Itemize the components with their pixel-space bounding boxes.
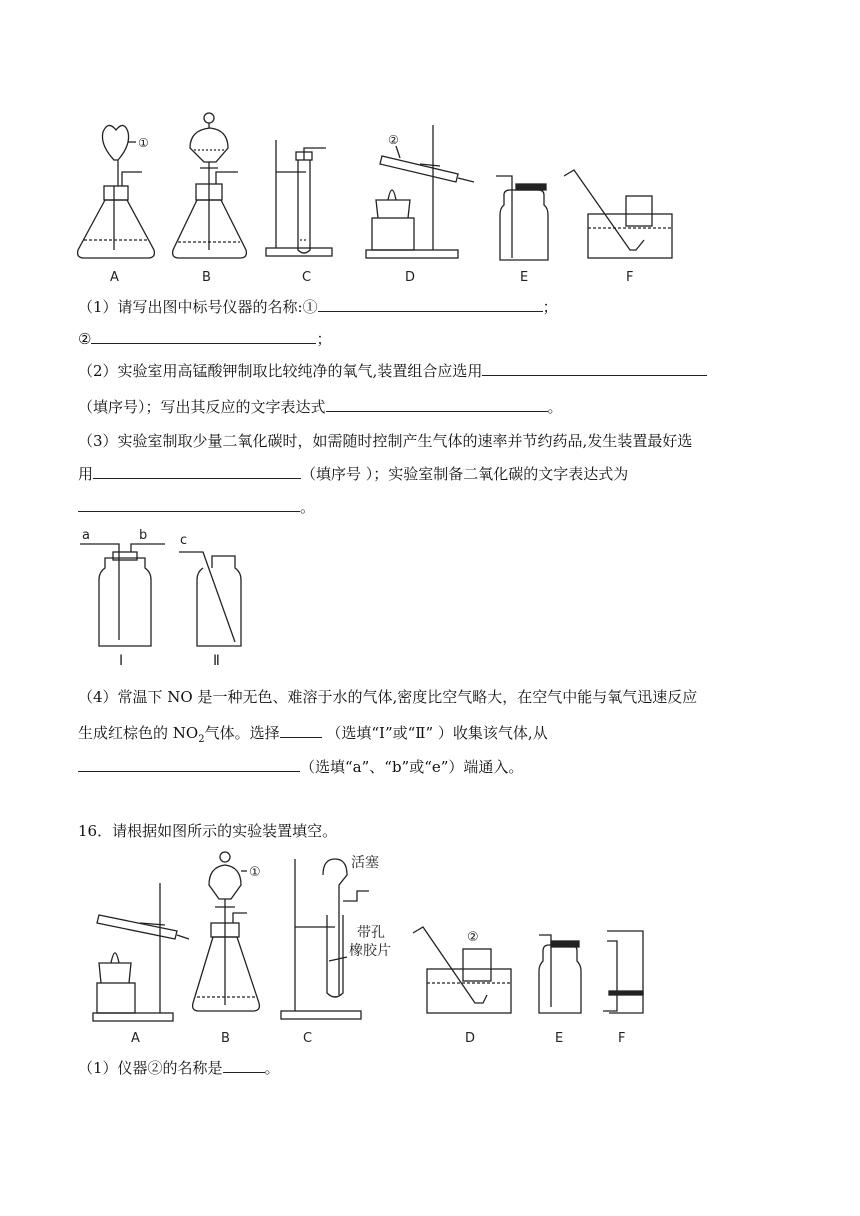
q16-line-1 xyxy=(78,1057,280,1078)
stopcock-label: 活塞 xyxy=(351,855,379,871)
q15-l2-suffix: ； xyxy=(316,330,332,348)
marker-1: ① xyxy=(138,136,149,150)
apparatus-e xyxy=(496,176,548,260)
q16-marker-2: ② xyxy=(467,930,479,945)
q15-line-3 xyxy=(78,360,707,381)
q16-label-f: F xyxy=(618,1031,626,1046)
apparatus-d xyxy=(366,125,474,258)
q15-line-1 xyxy=(78,296,558,317)
answer-blank-bottle-choice[interactable] xyxy=(280,722,322,738)
marker-2: ② xyxy=(388,133,399,147)
bottle-2 xyxy=(179,533,241,669)
q15-line-2 xyxy=(78,328,331,349)
q16-label-a: A xyxy=(131,1031,140,1046)
q15-l1-prefix: （1）请写出图中标号仪器的名称:① xyxy=(78,298,318,316)
q15-l8: （4）常温下 NO 是一种无色、难溶于水的气体,密度比空气略大，在空气中能与氧气迅速反应 xyxy=(78,688,698,706)
q15-l2-prefix: ② xyxy=(78,330,92,348)
bottle-2-label: Ⅱ xyxy=(213,653,220,669)
answer-blank-instrument-2[interactable] xyxy=(91,328,316,344)
apparatus-figure-2 xyxy=(75,528,275,673)
q16-l1-b: 。 xyxy=(264,1059,280,1077)
q15-l10-b: （选填“a”、“b”或“e”）端通入。 xyxy=(300,758,524,776)
answer-blank-generator[interactable] xyxy=(93,463,301,479)
q15-line-8 xyxy=(78,687,697,707)
answer-blank-word-equation-2[interactable] xyxy=(78,496,300,512)
label-d: D xyxy=(405,270,416,285)
q15-l9-c: （选填“Ⅰ”或“Ⅱ” ）收集该气体,从 xyxy=(321,724,548,742)
port-c-label: c xyxy=(180,533,188,548)
q15-line-5 xyxy=(78,431,692,451)
q16-label-b: B xyxy=(221,1031,230,1046)
apparatus-figure-3 xyxy=(85,845,665,1050)
port-a-label: a xyxy=(82,528,90,543)
q15-line-10 xyxy=(78,756,523,777)
q16-label-c: C xyxy=(303,1031,313,1046)
q16-apparatus-a xyxy=(93,883,189,1021)
label-a: A xyxy=(110,270,119,285)
q16-apparatus-c xyxy=(281,855,391,1019)
apparatus-b xyxy=(173,113,247,258)
q15-line-4 xyxy=(78,396,563,417)
answer-blank-apparatus-combo[interactable] xyxy=(482,360,707,376)
q16-label-d: D xyxy=(465,1031,476,1046)
label-f: F xyxy=(626,270,634,285)
apparatus-figure-1 xyxy=(70,100,690,285)
apparatus-f xyxy=(564,170,672,258)
q15-line-7 xyxy=(78,496,315,517)
answer-blank-instrument-2-name[interactable] xyxy=(223,1057,265,1073)
bottle-1 xyxy=(80,528,165,669)
q16-label-e: E xyxy=(555,1031,564,1046)
q16-apparatus-b xyxy=(193,852,261,1011)
label-b: B xyxy=(202,270,211,285)
q15-l9-b: 气体。选择 xyxy=(204,724,280,742)
q16-apparatus-d xyxy=(413,927,511,1013)
q16-apparatus-f xyxy=(603,931,643,1013)
q15-l6-a: 用 xyxy=(78,465,94,483)
apparatus-a xyxy=(78,125,155,258)
rubber-sheet-label: 橡胶片 xyxy=(349,943,391,959)
q16-title: 16．请根据如图所示的实验装置填空。 xyxy=(78,822,338,840)
q15-line-9 xyxy=(78,722,548,750)
answer-blank-inlet-choice[interactable] xyxy=(78,756,300,772)
q15-l7-b: 。 xyxy=(300,498,316,516)
q15-l3-prefix: （2）实验室用高锰酸钾制取比较纯净的氧气,装置组合应选用 xyxy=(78,362,483,380)
q15-l1-suffix: ； xyxy=(542,298,558,316)
q15-l4-a: （填序号）；写出其反应的文字表达式 xyxy=(78,398,326,416)
answer-blank-word-equation-1[interactable] xyxy=(326,396,548,412)
q15-l9-a: 生成红棕色的 NO xyxy=(78,724,199,742)
q15-line-6 xyxy=(78,463,628,484)
q15-l9-sub: 2 xyxy=(198,734,205,745)
q15-l5: （3）实验室制取少量二氧化碳时，如需随时控制产生气体的速率并节约药品,发生装置最好选 xyxy=(78,432,693,450)
bottle-1-label: Ⅰ xyxy=(119,653,124,669)
apparatus-c xyxy=(266,140,332,256)
perforated-label: 带孔 xyxy=(357,925,385,941)
port-b-label: b xyxy=(139,528,148,543)
label-e: E xyxy=(520,270,529,285)
q16-l1-a: （1）仪器②的名称是 xyxy=(78,1059,223,1077)
q15-l4-b: 。 xyxy=(547,398,563,416)
q15-l6-b: （填序号 ）；实验室制备二氧化碳的文字表达式为 xyxy=(301,465,629,483)
q16-apparatus-e xyxy=(539,935,581,1013)
answer-blank-instrument-1[interactable] xyxy=(318,296,543,312)
label-c: C xyxy=(302,270,312,285)
q16-marker-1: ① xyxy=(249,865,261,880)
